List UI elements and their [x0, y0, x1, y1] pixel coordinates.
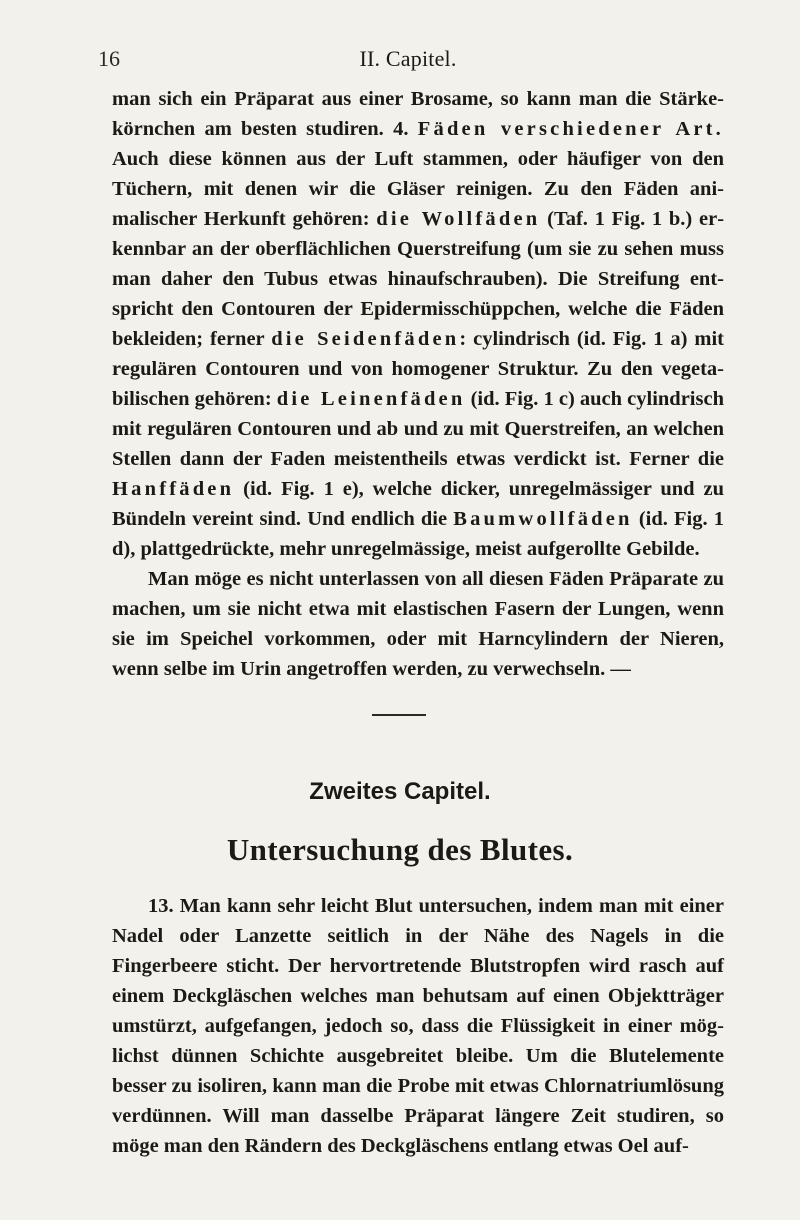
chapter-title: Untersuchung des Blutes.: [226, 832, 574, 867]
term-wollfaeden: die Wollfäden: [376, 208, 541, 230]
text-fragment: man sich ein Präparat aus einer Brosame, so kann man die Stärkekörnchen am besten studiren. 4.: [112, 88, 724, 140]
text-fragment: Auch diese können aus der Luft stammen, oder häufiger von den Tüchern, mit denen wir die Gläser reinigen. Zu den Fäden animalischer Herkunft gehören:: [112, 148, 724, 230]
section-divider: [372, 714, 426, 716]
paragraph-13-text: Man kann sehr leicht Blut untersuchen, indem man mit einer Nadel oder Lanzette seitlich in der Nähe des Nagels in die Fingerbeere sticht. Der hervortretende Blutstropfen wird rasch auf einem Deckgläschen welches man behutsam auf einen Objektträger umstürzt, aufgefangen, jedoch so, dass die Flüssigkeit in einer möglichst dünnen Schichte ausgebreitet bleibe. Um die Blutelemente besser zu isoliren, kann man die Probe mit etwas Chlornatriumlösung verdünnen. Will man dasselbe Präparat längere Zeit studiren, so möge man den Rändern des Deckgläschens entlang etwas Oel auf-: [112, 895, 724, 1157]
term-seidenfaeden: die Seidenfäden: [271, 328, 460, 350]
text-fragment: : cylindrisch (id. Fig. 1 a) mit regulären Contouren und von homogener Struktur. Zu den vegetabilischen gehören:: [112, 328, 724, 410]
page-number: 16: [98, 46, 120, 71]
section-blood: [112, 891, 724, 1161]
page-header: [98, 46, 718, 76]
paragraph-number: 13.: [148, 895, 174, 917]
section-fibres: [112, 84, 724, 684]
paragraph-warning: Man möge es nicht unterlassen von all diesen Fäden Präparate zu machen, um sie nicht etwa mit elastischen Fasern der Lungen, wenn sie im Speichel vorkommen, oder mit Harncylindern der Nieren, wenn selbe im Urin angetroffen werden, zu verwechseln. —: [112, 568, 724, 680]
paragraph-13: [112, 891, 724, 1161]
term-leinenfaeden: die Leinenfäden: [276, 388, 466, 410]
text-fragment: (id. Fig. 1 d), plattgedrückte, mehr unregelmässige, meist aufgerollte Gebilde.: [112, 508, 724, 560]
term-hanffaeden: Hanffäden: [112, 478, 235, 500]
subheading-faeden: Fäden verschiedener Art.: [417, 118, 724, 140]
term-baumwollfaeden: Baumwollfäden: [453, 508, 633, 530]
text-fragment: (id. Fig. 1 e), welche dicker, unregelmässiger und zu Bündeln vereint sind. Und endlich die: [112, 478, 724, 530]
paragraph-fibres: [112, 84, 724, 564]
text-fragment: (id. Fig. 1 c) auch cylindrisch mit regulären Contouren und ab und zu mit Querstreifen, an welchen Stellen dann der Faden meistentheils etwas verdickt ist. Ferner die: [112, 388, 724, 470]
text-fragment: (Taf. 1 Fig. 1 b.) erkennbar an der oberflächlichen Querstreifung (um sie zu sehen muss man daher den Tubus etwas hinaufschrauben). Die Streifung entspricht den Contouren der Epidermisschüppchen, welche die Fäden bekleiden; ferner: [112, 208, 725, 350]
chapter-label: Zweites Capitel.: [309, 778, 491, 805]
running-head: II. Capitel.: [359, 46, 457, 71]
